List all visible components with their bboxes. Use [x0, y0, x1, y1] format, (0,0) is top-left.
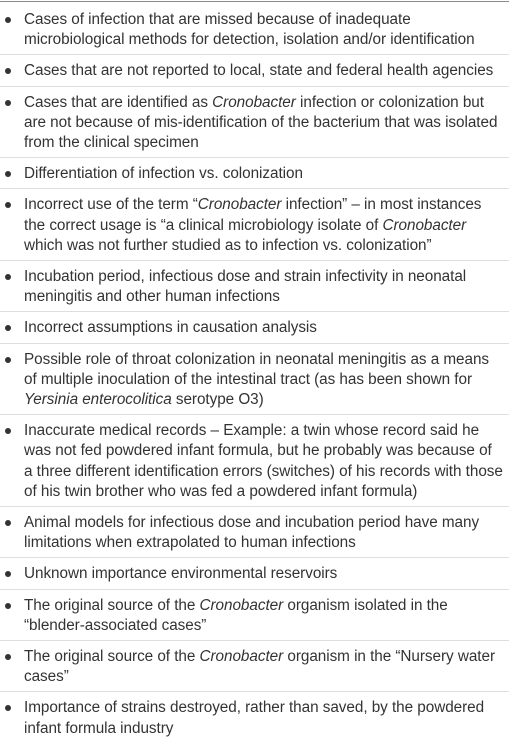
bullet-dot-icon	[5, 325, 11, 331]
bullet-item	[0, 93, 509, 159]
bullet-text: Incorrect assumptions in causation analysis	[24, 319, 317, 337]
bullet-text: The original source of the	[24, 648, 200, 666]
bullet-text: Differentiation of infection vs. colonization	[24, 165, 303, 183]
bullet-text: serotype O3)	[171, 391, 264, 409]
bullet-dot-icon	[5, 603, 11, 609]
bullet-dot-icon	[5, 654, 11, 660]
italic-term: Cronobacter	[382, 216, 467, 234]
bullet-text: Importance of strains destroyed, rather than saved, by the powdered infant formula industry	[24, 699, 485, 737]
bullet-item	[0, 421, 509, 507]
bullet-text: infection or colonization but are not because of mis-identification of the bacterium that was isolated from the clinical specimen	[24, 93, 498, 152]
bullet-text: The original source of the	[24, 596, 200, 614]
bullet-text: Incubation period, infectious dose and strain infectivity in neonatal meningitis and other human infections	[24, 268, 467, 306]
bullet-text: Cases of infection that are missed because of inadequate microbiological methods for detection, isolation and/or identification	[24, 11, 475, 49]
bullet-item	[0, 195, 509, 261]
bullet-item	[0, 647, 509, 692]
bullet-list	[0, 10, 509, 749]
bullet-item	[0, 61, 509, 86]
bullet-item	[0, 10, 509, 55]
bullet-item	[0, 564, 509, 589]
italic-term: Cronobacter	[199, 648, 284, 666]
bullet-item	[0, 267, 509, 312]
bullet-dot-icon	[5, 357, 11, 363]
bullet-text: Unknown importance environmental reservoirs	[24, 565, 338, 583]
bullet-dot-icon	[5, 171, 11, 177]
italic-term: Cronobacter	[197, 196, 282, 214]
bullet-text: organism in the “Nursery water cases”	[24, 648, 495, 686]
bullet-dot-icon	[5, 428, 11, 434]
bullet-text: infection” – in most instances the correct usage is “a clinical microbiology isolate of	[24, 196, 482, 234]
bullet-text: Animal models for infectious dose and incubation period have many limitations when extrapolated to human infections	[24, 514, 480, 552]
bullet-text: organism isolated in the “blender-associated cases”	[24, 596, 448, 634]
bullet-item	[0, 164, 509, 189]
italic-term: Yersinia enterocolitica	[24, 391, 172, 409]
bullet-item	[0, 513, 509, 558]
bullet-dot-icon	[5, 17, 11, 23]
bullet-text: Cases that are identified as	[24, 93, 213, 111]
bullet-text: Inaccurate medical records – Example: a twin whose record said he was not fed powdered infant formula, but he probably was because of a three different identification errors (switches) of his records with those of his twin brother who was fed a powdered infant formula)	[24, 422, 503, 500]
bullet-text: Possible role of throat colonization in neonatal meningitis as a means of multiple inoculation of the intestinal tract (as has been shown for	[24, 350, 490, 388]
bullet-dot-icon	[5, 202, 11, 208]
bullet-item	[0, 350, 509, 416]
top-divider	[0, 1, 509, 2]
bullet-item	[0, 318, 509, 343]
italic-term: Cronobacter	[199, 596, 284, 614]
bullet-dot-icon	[5, 571, 11, 577]
bullet-dot-icon	[5, 274, 11, 280]
bullet-dot-icon	[5, 520, 11, 526]
bullet-text: Incorrect use of the term “	[24, 196, 198, 214]
bullet-dot-icon	[5, 705, 11, 711]
bullet-dot-icon	[5, 68, 11, 74]
bullet-text: which was not further studied as to infection vs. colonization”	[24, 236, 432, 254]
bullet-item	[0, 698, 509, 742]
italic-term: Cronobacter	[212, 93, 296, 111]
bullet-item	[0, 596, 509, 641]
bullet-text: Cases that are not reported to local, state and federal health agencies	[24, 62, 494, 80]
bullet-dot-icon	[5, 100, 11, 106]
